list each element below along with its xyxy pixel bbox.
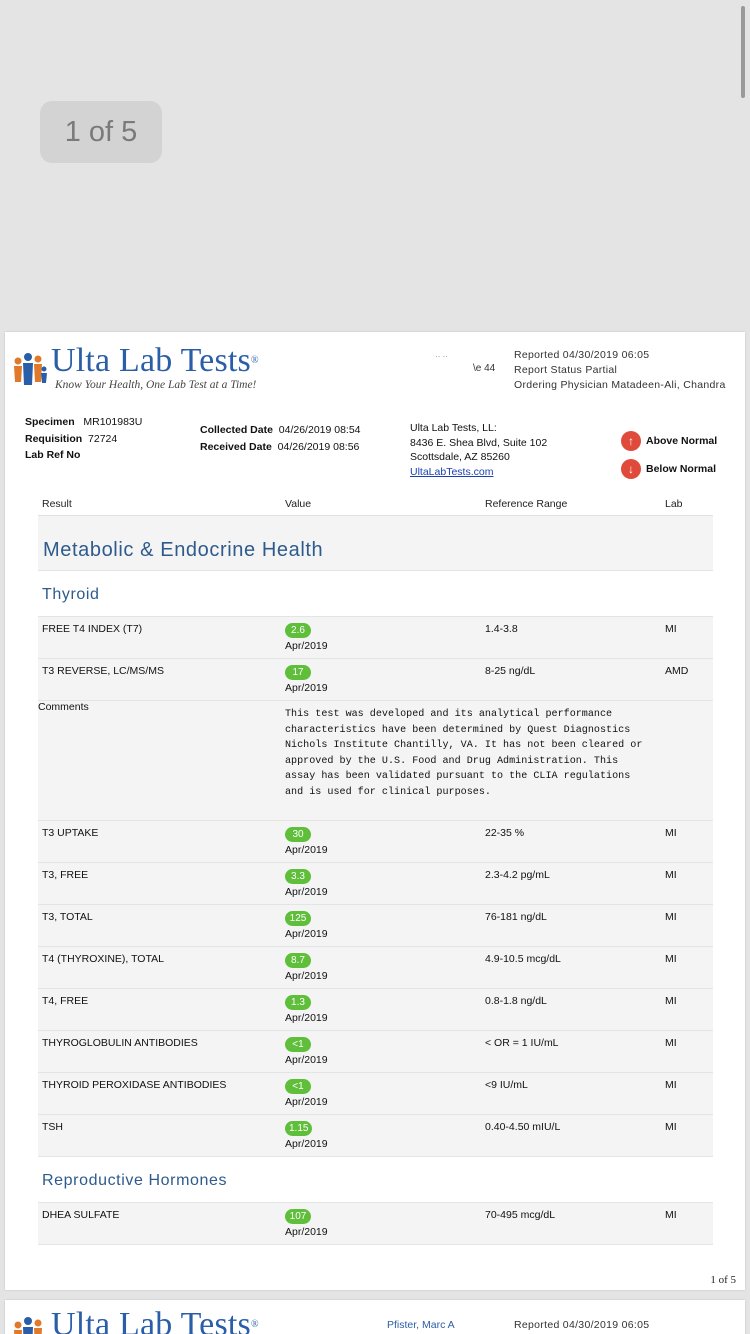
- reference-range: 0.8-1.8 ng/dL: [485, 995, 547, 1007]
- family-figures-icon: [11, 344, 49, 394]
- header-reference: Reference Range: [485, 498, 568, 510]
- reference-range: 76-181 ng/dL: [485, 911, 547, 923]
- value-badge: <1: [285, 1037, 311, 1052]
- legend-below-label: Below Normal: [646, 463, 717, 475]
- test-value-cell: [285, 911, 328, 940]
- table-header: [38, 492, 713, 516]
- test-date: Apr/2019: [285, 886, 328, 898]
- table-row: [38, 659, 713, 701]
- brand-logo-page2: [11, 1308, 259, 1334]
- test-date: Apr/2019: [285, 682, 328, 694]
- lab-code: MI: [665, 1037, 677, 1049]
- report-status: Report Status Partial: [514, 364, 618, 376]
- specimen-block: [25, 414, 142, 464]
- test-name: THYROGLOBULIN ANTIBODIES: [42, 1037, 198, 1049]
- table-row: [38, 1031, 713, 1073]
- report-reported: Reported 04/30/2019 06:05: [514, 349, 650, 361]
- header-lab: Lab: [665, 498, 683, 510]
- test-name: TSH: [42, 1121, 63, 1133]
- lab-code: MI: [665, 911, 677, 923]
- value-badge: 17: [285, 665, 311, 680]
- report-meta: [514, 348, 726, 393]
- logo-title: Ulta Lab Tests®: [51, 342, 259, 379]
- legend-above-label: Above Normal: [646, 435, 718, 447]
- lab-code: MI: [665, 827, 677, 839]
- value-badge: 125: [285, 911, 311, 926]
- lab-address-line2: Scottsdale, AZ 85260: [410, 451, 510, 463]
- thyroid-rows-b: [38, 821, 713, 1157]
- reference-range: 22-35 %: [485, 827, 525, 839]
- requisition-value: 72724: [88, 432, 118, 445]
- test-date: Apr/2019: [285, 1012, 328, 1024]
- test-date: Apr/2019: [285, 1096, 328, 1108]
- test-value-cell: [285, 1079, 328, 1108]
- specimen-value: MR101983U: [83, 416, 143, 428]
- table-row: [38, 905, 713, 947]
- arrow-up-icon: ↑: [621, 431, 641, 451]
- lab-code: MI: [665, 1079, 677, 1091]
- reference-range: < OR = 1 IU/mL: [485, 1037, 559, 1049]
- lab-code: MI: [665, 1121, 677, 1133]
- table-row: [38, 989, 713, 1031]
- arrow-down-icon: ↓: [621, 459, 641, 479]
- scrollbar-thumb[interactable]: [741, 6, 745, 98]
- reference-range: 70-495 mcg/dL: [485, 1209, 556, 1221]
- pdf-page-1: [5, 332, 745, 1290]
- header-result: Result: [42, 498, 72, 510]
- lab-address-line1: 8436 E. Shea Blvd, Suite 102: [410, 436, 548, 449]
- test-value-cell: [285, 1037, 328, 1066]
- lab-code: MI: [665, 953, 677, 965]
- test-name: THYROID PEROXIDASE ANTIBODIES: [42, 1079, 227, 1091]
- test-value-cell: [285, 623, 328, 652]
- table-row: [38, 821, 713, 863]
- value-badge: 3.3: [285, 869, 311, 884]
- reference-range: 0.40-4.50 mIU/L: [485, 1121, 561, 1133]
- reference-range: 4.9-10.5 mcg/dL: [485, 953, 561, 965]
- lab-code: MI: [665, 1209, 677, 1221]
- test-value-cell: [285, 665, 328, 694]
- lab-code: AMD: [665, 665, 689, 677]
- test-date: Apr/2019: [285, 970, 328, 982]
- test-date: Apr/2019: [285, 928, 328, 940]
- test-name: FREE T4 INDEX (T7): [42, 623, 143, 635]
- dates-block: [200, 422, 361, 455]
- test-name: T3 UPTAKE: [42, 827, 99, 839]
- test-date: Apr/2019: [285, 1054, 328, 1066]
- test-name: DHEA SULFATE: [42, 1209, 120, 1221]
- reproductive-rows: [38, 1203, 713, 1245]
- legend-above: [621, 431, 717, 451]
- test-name: T4, FREE: [42, 995, 89, 1007]
- test-date: Apr/2019: [285, 1138, 328, 1150]
- test-value-cell: [285, 827, 328, 856]
- subsection-reproductive: Reproductive Hormones: [38, 1157, 713, 1203]
- value-badge: 2.6: [285, 623, 311, 638]
- value-badge: 107: [285, 1209, 311, 1224]
- lab-address: [410, 421, 547, 479]
- specimen-label: Specimen: [25, 416, 75, 428]
- received-label: Received Date: [200, 440, 272, 453]
- collected-label: Collected Date: [200, 424, 273, 436]
- table-row: [38, 1203, 713, 1245]
- test-name: T3, FREE: [42, 869, 89, 881]
- lab-name: Ulta Lab Tests, LL:: [410, 422, 497, 434]
- table-row: [38, 617, 713, 659]
- comment-label: Comments: [38, 701, 89, 713]
- test-value-cell: [285, 1121, 328, 1150]
- requisition-label: Requisition: [25, 432, 83, 445]
- page-footer: 1 of 5: [710, 1274, 736, 1286]
- test-name: T3, TOTAL: [42, 911, 93, 923]
- value-badge: <1: [285, 1079, 311, 1094]
- lab-code: MI: [665, 869, 677, 881]
- labref-label: Lab Ref No: [25, 449, 81, 461]
- logo-title: Ulta Lab Tests®: [51, 1306, 259, 1334]
- test-date: Apr/2019: [285, 844, 328, 856]
- test-date: Apr/2019: [285, 1226, 328, 1238]
- reference-range: <9 IU/mL: [485, 1079, 528, 1091]
- reference-range: 8-25 ng/dL: [485, 665, 536, 677]
- section-title: Metabolic & Endocrine Health: [38, 516, 713, 571]
- legend: [621, 431, 717, 487]
- comment-text: This test was developed and its analytical performance characteristics have been determined by Quest Diagnostics Nichols Institute Chantilly, VA. It has not been cleared or approved by the U.S. Food and Drug Administration. This assay has been validated pursuant to the CLIA regulations and is used for clinical purposes.: [285, 709, 643, 798]
- test-value-cell: [285, 953, 328, 982]
- value-badge: 30: [285, 827, 311, 842]
- results-table: [38, 492, 713, 1245]
- legend-below: [621, 459, 717, 479]
- test-value-cell: [285, 1209, 328, 1238]
- comment-row: [38, 701, 713, 821]
- pdf-page-2: [5, 1300, 745, 1334]
- collected-value: 04/26/2019 08:54: [278, 424, 361, 436]
- header-value: Value: [285, 498, 312, 510]
- table-row: [38, 1115, 713, 1157]
- table-row: [38, 1073, 713, 1115]
- page2-patient: Pfister, Marc A: [387, 1319, 455, 1331]
- brand-logo: [11, 344, 259, 394]
- lab-code: MI: [665, 995, 677, 1007]
- test-name: T3 REVERSE, LC/MS/MS: [42, 665, 164, 677]
- page2-reported: Reported 04/30/2019 06:05: [514, 1319, 650, 1331]
- lab-code: MI: [665, 623, 677, 635]
- value-badge: 8.7: [285, 953, 311, 968]
- report-physician: Ordering Physician Matadeen-Ali, Chandra: [514, 379, 726, 391]
- lab-website-link[interactable]: UltaLabTests.com: [410, 465, 494, 478]
- test-name: T4 (THYROXINE), TOTAL: [42, 953, 164, 965]
- reference-range: 1.4-3.8: [485, 623, 518, 635]
- reference-range: 2.3-4.2 pg/mL: [485, 869, 550, 881]
- faint-mark: ‥ ‥: [435, 350, 448, 359]
- test-value-cell: [285, 869, 328, 898]
- patient-fragment: \e 44: [473, 363, 496, 374]
- received-value: 04/26/2019 08:56: [277, 440, 360, 453]
- test-value-cell: [285, 995, 328, 1024]
- table-row: [38, 947, 713, 989]
- test-date: Apr/2019: [285, 640, 328, 652]
- subsection-thyroid: Thyroid: [38, 571, 713, 617]
- logo-tagline: Know Your Health, One Lab Test at a Time!: [55, 379, 257, 391]
- table-row: [38, 863, 713, 905]
- value-badge: 1.15: [285, 1121, 312, 1136]
- thyroid-rows-a: [38, 617, 713, 701]
- family-figures-icon: [11, 1308, 49, 1334]
- page-counter: 1 of 5: [40, 101, 162, 163]
- value-badge: 1.3: [285, 995, 311, 1010]
